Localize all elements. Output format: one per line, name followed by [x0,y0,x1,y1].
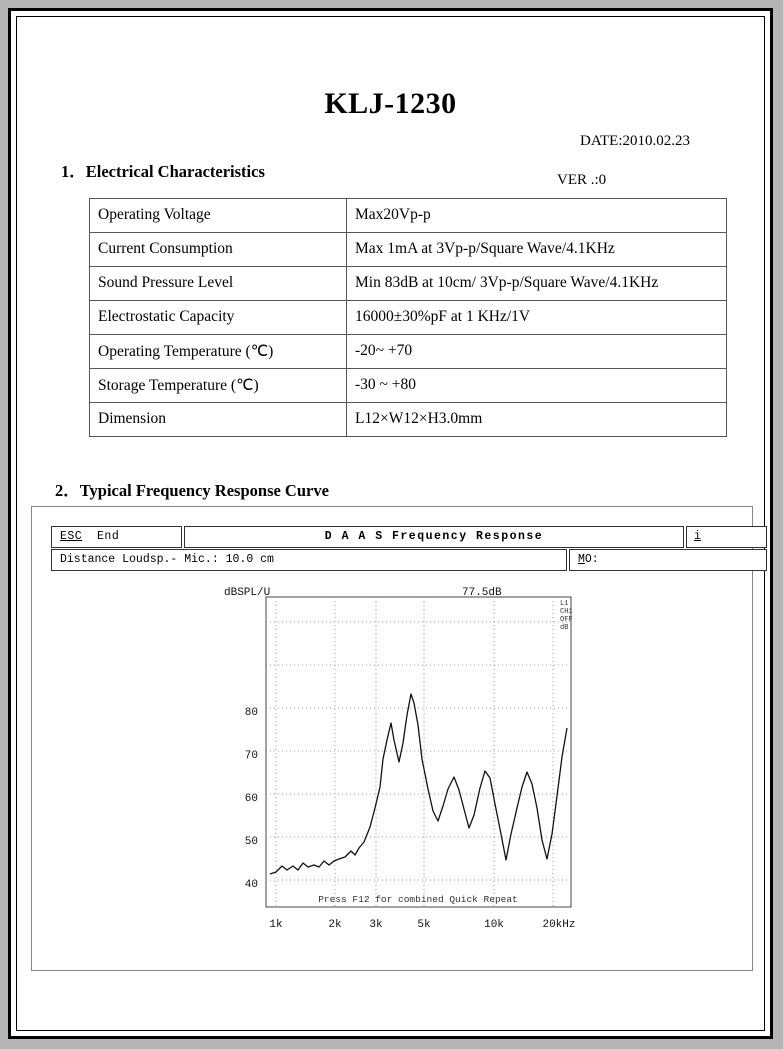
electrical-characteristics-table [89,198,727,437]
page-title: KLJ-1230 [324,87,457,120]
table-row [90,267,727,301]
x-tick-3k: 3k [369,919,383,931]
distance-field: Distance Loudsp.- Mic.: 10.0 cm [51,549,567,571]
table-cell-label: Dimension [90,403,347,437]
x-tick-2k: 2k [328,919,342,931]
peak-annotation: 77.5dB [462,587,502,599]
y-tick-60: 60 [244,793,258,805]
svg-text:CH1: CH1 [560,608,573,616]
table-cell-value: L12×W12×H3.0mm [347,403,727,437]
daas-title-bar: D A A S Frequency Response [184,526,684,548]
svg-text:dB: dB [560,624,569,632]
section-heading-electrical: 1．Electrical Characteristics [61,162,265,181]
table-cell-value: 16000±30%pF at 1 KHz/1V [347,301,727,335]
x-tick-20k: 20kHz [542,919,576,931]
frequency-response-svg [32,575,754,965]
x-tick-5k: 5k [417,919,431,931]
x-tick-10k: 10k [484,919,504,931]
table-cell-value: Max20Vp-p [347,199,727,233]
document-date: DATE:2010.02.23 [580,133,690,149]
table-cell-label: Sound Pressure Level [90,267,347,301]
table-cell-label: Current Consumption [90,233,347,267]
table-row [90,233,727,267]
table-row [90,369,727,403]
svg-text:L1: L1 [560,600,569,608]
section-heading-frequency-response: 2．Typical Frequency Response Curve [55,481,329,500]
info-button[interactable]: i [686,526,767,548]
table-row [90,403,727,437]
esc-end-button[interactable]: ESC End [51,526,182,548]
y-tick-40: 40 [244,879,258,891]
svg-text:OFF: OFF [560,616,573,624]
y-tick-70: 70 [244,750,258,762]
table-row [90,301,727,335]
document-page [8,8,773,1039]
x-tick-1k: 1k [269,919,283,931]
daas-window [31,506,753,971]
plot-footer-hint: Press F12 for combined Quick Repeat [318,894,518,905]
frequency-response-plot [32,575,754,965]
y-tick-80: 80 [244,707,258,719]
table-cell-value: Min 83dB at 10cm/ 3Vp-p/Square Wave/4.1KHz [347,267,727,301]
table-cell-label: Operating Temperature (℃) [90,335,347,369]
table-cell-label: Storage Temperature (℃) [90,369,347,403]
table-row [90,335,727,369]
table-cell-value: -30 ~ +80 [347,369,727,403]
table-row [90,199,727,233]
y-axis-label: dBSPL/U [224,587,271,599]
table-cell-value: Max 1mA at 3Vp-p/Square Wave/4.1KHz [347,233,727,267]
mo-field[interactable]: MO: [569,549,767,571]
table-cell-label: Electrostatic Capacity [90,301,347,335]
document-version: VER .:0 [557,172,607,188]
document-inner-border [16,16,765,1031]
table-cell-value: -20~ +70 [347,335,727,369]
y-tick-50: 50 [244,836,258,848]
table-cell-label: Operating Voltage [90,199,347,233]
